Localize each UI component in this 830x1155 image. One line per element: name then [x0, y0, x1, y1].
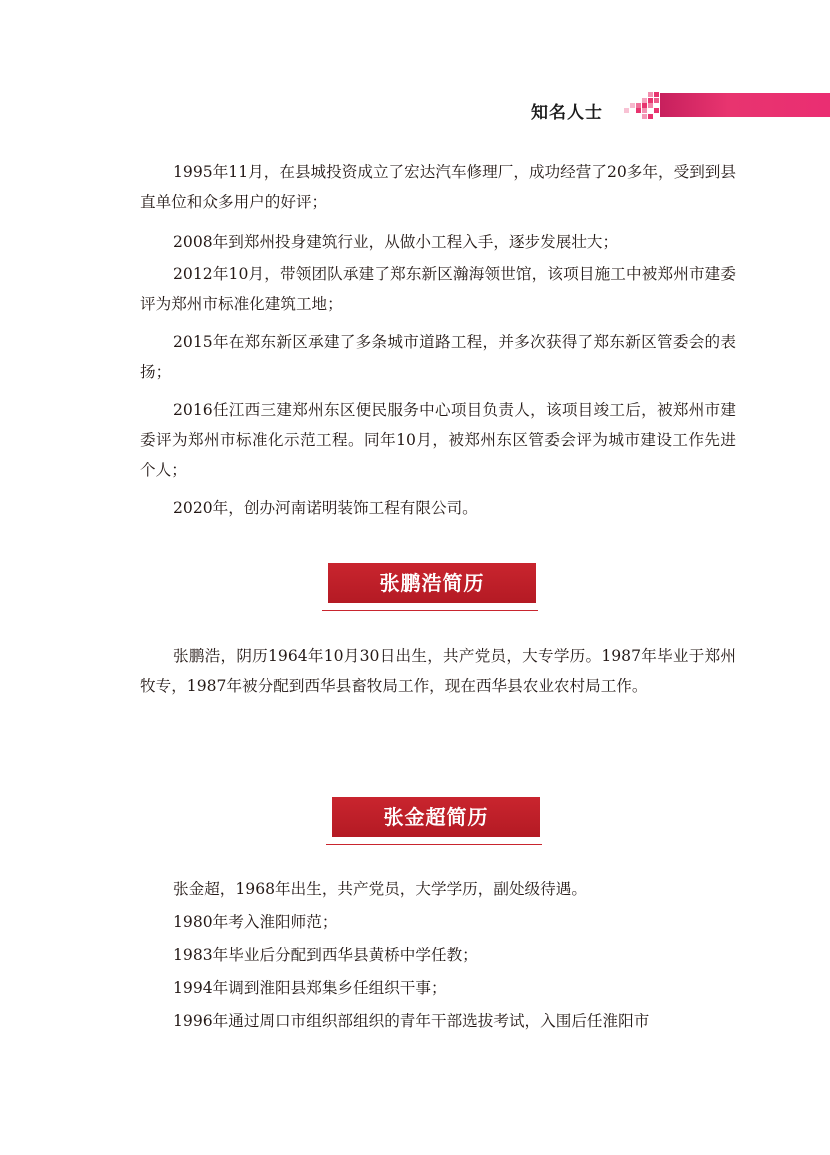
pixel-mosaic-icon [622, 92, 662, 120]
header-accent-bar [660, 93, 830, 117]
section3-paragraph-4: 1994年调到淮阳县郑集乡任组织干事； [173, 979, 447, 997]
section1-paragraph-6: 2020年，创办河南诺明装饰工程有限公司。 [173, 499, 478, 517]
section3-paragraph-1: 张金超，1968年出生，共产党员，大学学历，副处级待遇。 [173, 880, 587, 898]
section1-paragraph-4: 2015年在郑东新区承建了多条城市道路工程，并多次获得了郑东新区管委会的表扬； [140, 333, 736, 381]
section1-paragraph-3: 2012年10月，带领团队承建了郑东新区瀚海领世馆，该项目施工中被郑州市建委评为郑州市标准化建筑工地； [140, 265, 736, 313]
section1-paragraph-5: 2016任江西三建郑州东区便民服务中心项目负责人，该项目竣工后，被郑州市建委评为郑州市标准化示范工程。同年10月，被郑州东区管委会评为城市建设工作先进个人； [140, 401, 736, 479]
section1-paragraph-2: 2008年到郑州投身建筑行业，从做小工程入手，逐步发展壮大； [173, 233, 619, 251]
header-label: 知名人士 [531, 103, 603, 123]
section3-title-banner: 张金超简历 [332, 797, 540, 837]
section3-paragraph-3: 1983年毕业后分配到西华县黄桥中学任教； [173, 946, 478, 964]
section2-title-underline [322, 610, 538, 611]
section2-paragraph-1: 张鹏浩，阴历1964年10月30日出生，共产党员，大专学历。1987年毕业于郑州牧专，1987年被分配到西华县畜牧局工作，现在西华县农业农村局工作。 [140, 647, 736, 695]
section2-title-banner: 张鹏浩简历 [328, 563, 536, 603]
section1-paragraph-1: 1995年11月，在县城投资成立了宏达汽车修理厂，成功经营了20多年，受到到县直单位和众多用户的好评； [140, 163, 736, 211]
section3-title-underline [326, 844, 542, 845]
section3-paragraph-5: 1996年通过周口市组织部组织的青年干部选拔考试，入围后任淮阳市 [173, 1012, 650, 1030]
section3-paragraph-2: 1980年考入淮阳师范； [173, 913, 338, 931]
